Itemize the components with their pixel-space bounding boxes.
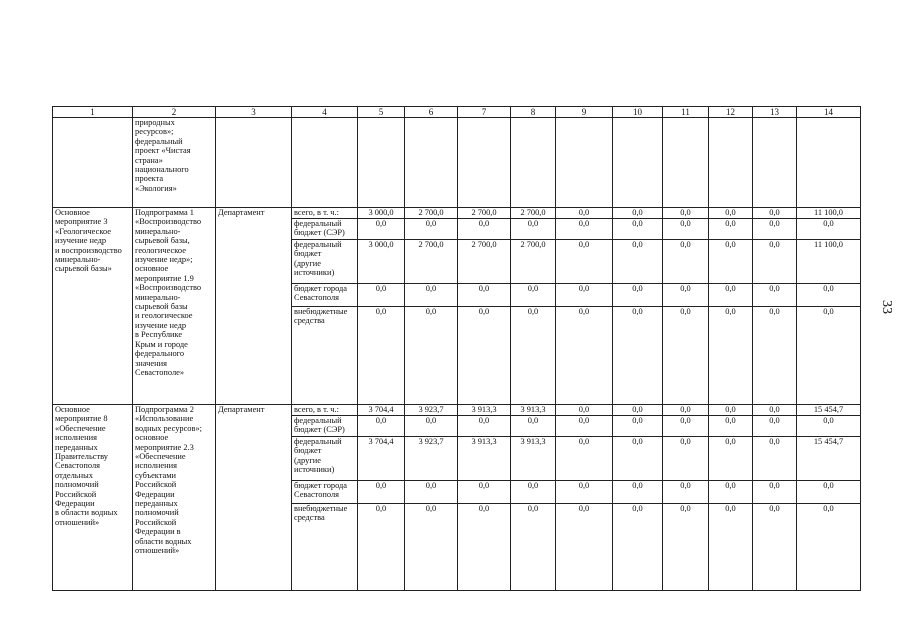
value-cell: 0,0 xyxy=(753,405,797,416)
header-cell: 6 xyxy=(405,107,458,118)
source-cell: всего, в т. ч.: xyxy=(292,208,358,219)
value-cell: 3 704,4 xyxy=(358,405,405,416)
value-cell: 0,0 xyxy=(753,504,797,591)
value-cell: 0,0 xyxy=(358,416,405,437)
value-cell: 0,0 xyxy=(753,437,797,481)
value-cell: 2 700,0 xyxy=(458,208,511,219)
value-cell: 0,0 xyxy=(613,240,663,284)
value-cell: 0,0 xyxy=(753,481,797,504)
value-cell: 0,0 xyxy=(405,284,458,307)
value-cell: 0,0 xyxy=(663,307,709,405)
total-row xyxy=(53,405,861,416)
measure-cell: Основное мероприятие 3 «Геологическое изучение недр и воспроизводство минерально- сырьевой базы» xyxy=(53,208,133,405)
source-cell: внебюджетные средства xyxy=(292,504,358,591)
executor-cell: Департамент xyxy=(216,208,292,405)
header-cell: 10 xyxy=(613,107,663,118)
value-cell: 0,0 xyxy=(663,208,709,219)
value-cell: 2 700,0 xyxy=(405,240,458,284)
header-cell: 8 xyxy=(511,107,556,118)
source-cell xyxy=(292,118,358,208)
value-cell: 3 923,7 xyxy=(405,405,458,416)
value-cell: 2 700,0 xyxy=(511,208,556,219)
executor-cell xyxy=(216,118,292,208)
value-cell: 0,0 xyxy=(663,504,709,591)
value-cell: 0,0 xyxy=(358,219,405,240)
value-cell: 0,0 xyxy=(556,219,613,240)
value-cell: 0,0 xyxy=(358,481,405,504)
value-cell: 0,0 xyxy=(663,284,709,307)
value-cell: 0,0 xyxy=(753,416,797,437)
value-cell: 0,0 xyxy=(613,405,663,416)
header-cell: 2 xyxy=(133,107,216,118)
value-cell: 0,0 xyxy=(613,284,663,307)
value-cell: 0,0 xyxy=(709,405,753,416)
value-cell: 0,0 xyxy=(613,219,663,240)
value-cell: 0,0 xyxy=(613,437,663,481)
value-cell: 2 700,0 xyxy=(511,240,556,284)
program-cell: Подпрограмма 2 «Использование водных ресурсов»; основное мероприятие 2.3 «Обеспечение исполнения субъектами Российской Федерации переданных полномочий Российской Федерации в области водных отношений» xyxy=(133,405,216,591)
value-cell: 11 100,0 xyxy=(797,208,861,219)
value-cell: 0,0 xyxy=(709,416,753,437)
value-cell: 0,0 xyxy=(753,208,797,219)
measure-cell: Основное мероприятие 8 «Обеспечение исполнения переданных Правительству Севастополя отдельных полномочий Российской Федерации в области водных отношений» xyxy=(53,405,133,591)
header-row xyxy=(53,107,861,118)
program-cell: природных ресурсов»; федеральный проект «Чистая страна» национального проекта «Экология» xyxy=(133,118,216,208)
value-cell: 0,0 xyxy=(511,416,556,437)
total-row xyxy=(53,208,861,219)
value-cell: 0,0 xyxy=(709,219,753,240)
value-cell: 0,0 xyxy=(458,416,511,437)
header-cell: 1 xyxy=(53,107,133,118)
source-cell: федеральный бюджет (СЭР) xyxy=(292,416,358,437)
value-cell: 0,0 xyxy=(709,504,753,591)
value-cell: 0,0 xyxy=(663,240,709,284)
value-cell: 0,0 xyxy=(556,504,613,591)
header-cell: 12 xyxy=(709,107,753,118)
header-cell: 13 xyxy=(753,107,797,118)
funding-table xyxy=(52,106,861,591)
value-cell: 0,0 xyxy=(405,416,458,437)
value-cell: 0,0 xyxy=(753,307,797,405)
value-cell: 0,0 xyxy=(613,307,663,405)
value-cell: 11 100,0 xyxy=(797,240,861,284)
value-cell: 0,0 xyxy=(405,219,458,240)
value-cell: 0,0 xyxy=(511,307,556,405)
value-cell: 0,0 xyxy=(663,481,709,504)
value-cell: 3 913,3 xyxy=(511,437,556,481)
value-cell: 0,0 xyxy=(663,405,709,416)
value-cell: 3 923,7 xyxy=(405,437,458,481)
source-cell: федеральный бюджет (СЭР) xyxy=(292,219,358,240)
value-cell: 2 700,0 xyxy=(458,240,511,284)
header-cell: 9 xyxy=(556,107,613,118)
value-cell: 0,0 xyxy=(663,437,709,481)
value-cell: 0,0 xyxy=(753,240,797,284)
value-cell: 0,0 xyxy=(613,481,663,504)
value-cell: 0,0 xyxy=(709,240,753,284)
value-cell: 0,0 xyxy=(458,307,511,405)
measure-cell xyxy=(53,118,133,208)
source-cell: бюджет города Севастополя xyxy=(292,481,358,504)
value-cell: 0,0 xyxy=(358,284,405,307)
header-cell: 5 xyxy=(358,107,405,118)
value-cell: 0,0 xyxy=(797,284,861,307)
value-cell: 0,0 xyxy=(556,437,613,481)
value-cell: 0,0 xyxy=(663,416,709,437)
value-cell: 3 913,3 xyxy=(458,437,511,481)
value-cell: 0,0 xyxy=(709,437,753,481)
source-cell: федеральный бюджет (другие источники) xyxy=(292,437,358,481)
value-cell: 0,0 xyxy=(458,504,511,591)
value-cell: 0,0 xyxy=(458,284,511,307)
source-cell: бюджет города Севастополя xyxy=(292,284,358,307)
value-cell: 0,0 xyxy=(709,481,753,504)
header-cell: 14 xyxy=(797,107,861,118)
value-cell: 15 454,7 xyxy=(797,437,861,481)
value-cell: 0,0 xyxy=(556,416,613,437)
page-number: 33 xyxy=(879,300,894,314)
value-cell: 0,0 xyxy=(797,504,861,591)
value-cell: 0,0 xyxy=(405,481,458,504)
value-cell: 0,0 xyxy=(405,504,458,591)
value-cell: 0,0 xyxy=(511,481,556,504)
value-cell: 3 000,0 xyxy=(358,208,405,219)
value-cell: 0,0 xyxy=(613,416,663,437)
value-cell: 0,0 xyxy=(556,481,613,504)
value-cell: 0,0 xyxy=(753,219,797,240)
value-cell: 0,0 xyxy=(358,307,405,405)
value-cell: 3 704,4 xyxy=(358,437,405,481)
source-cell: внебюджетные средства xyxy=(292,307,358,405)
value-cell: 0,0 xyxy=(797,307,861,405)
value-cell: 15 454,7 xyxy=(797,405,861,416)
source-cell: федеральный бюджет (другие источники) xyxy=(292,240,358,284)
value-cell: 0,0 xyxy=(753,284,797,307)
value-cell: 0,0 xyxy=(709,284,753,307)
source-cell: всего, в т. ч.: xyxy=(292,405,358,416)
header-cell: 11 xyxy=(663,107,709,118)
value-cell: 0,0 xyxy=(556,208,613,219)
value-cell: 0,0 xyxy=(797,481,861,504)
value-cell: 0,0 xyxy=(556,284,613,307)
value-cell: 2 700,0 xyxy=(405,208,458,219)
value-cell: 3 913,3 xyxy=(511,405,556,416)
value-cell: 0,0 xyxy=(511,504,556,591)
executor-cell: Департамент xyxy=(216,405,292,591)
program-cell: Подпрограмма 1 «Воспроизводство минерально- сырьевой базы, геологическое изучение недр»; основное мероприятие 1.9 «Воспроизводство минерально- сырьевой базы и геологическое изучение недр в Республике Крым и городе федерального значения Севастополе» xyxy=(133,208,216,405)
value-cell: 0,0 xyxy=(663,219,709,240)
value-cell: 3 913,3 xyxy=(458,405,511,416)
value-cell: 0,0 xyxy=(709,208,753,219)
value-cell: 0,0 xyxy=(511,219,556,240)
header-cell: 3 xyxy=(216,107,292,118)
header-cell: 4 xyxy=(292,107,358,118)
value-cell: 3 000,0 xyxy=(358,240,405,284)
value-cell: 0,0 xyxy=(511,284,556,307)
value-cell: 0,0 xyxy=(556,405,613,416)
value-cell: 0,0 xyxy=(613,504,663,591)
value-cell: 0,0 xyxy=(556,307,613,405)
value-cell: 0,0 xyxy=(405,307,458,405)
value-cell: 0,0 xyxy=(797,219,861,240)
value-cell: 0,0 xyxy=(358,504,405,591)
value-cell: 0,0 xyxy=(797,416,861,437)
value-cell: 0,0 xyxy=(458,481,511,504)
value-cell: 0,0 xyxy=(613,208,663,219)
header-cell: 7 xyxy=(458,107,511,118)
continuation-row xyxy=(53,118,861,208)
value-cell: 0,0 xyxy=(709,307,753,405)
value-cell: 0,0 xyxy=(556,240,613,284)
value-cell: 0,0 xyxy=(458,219,511,240)
